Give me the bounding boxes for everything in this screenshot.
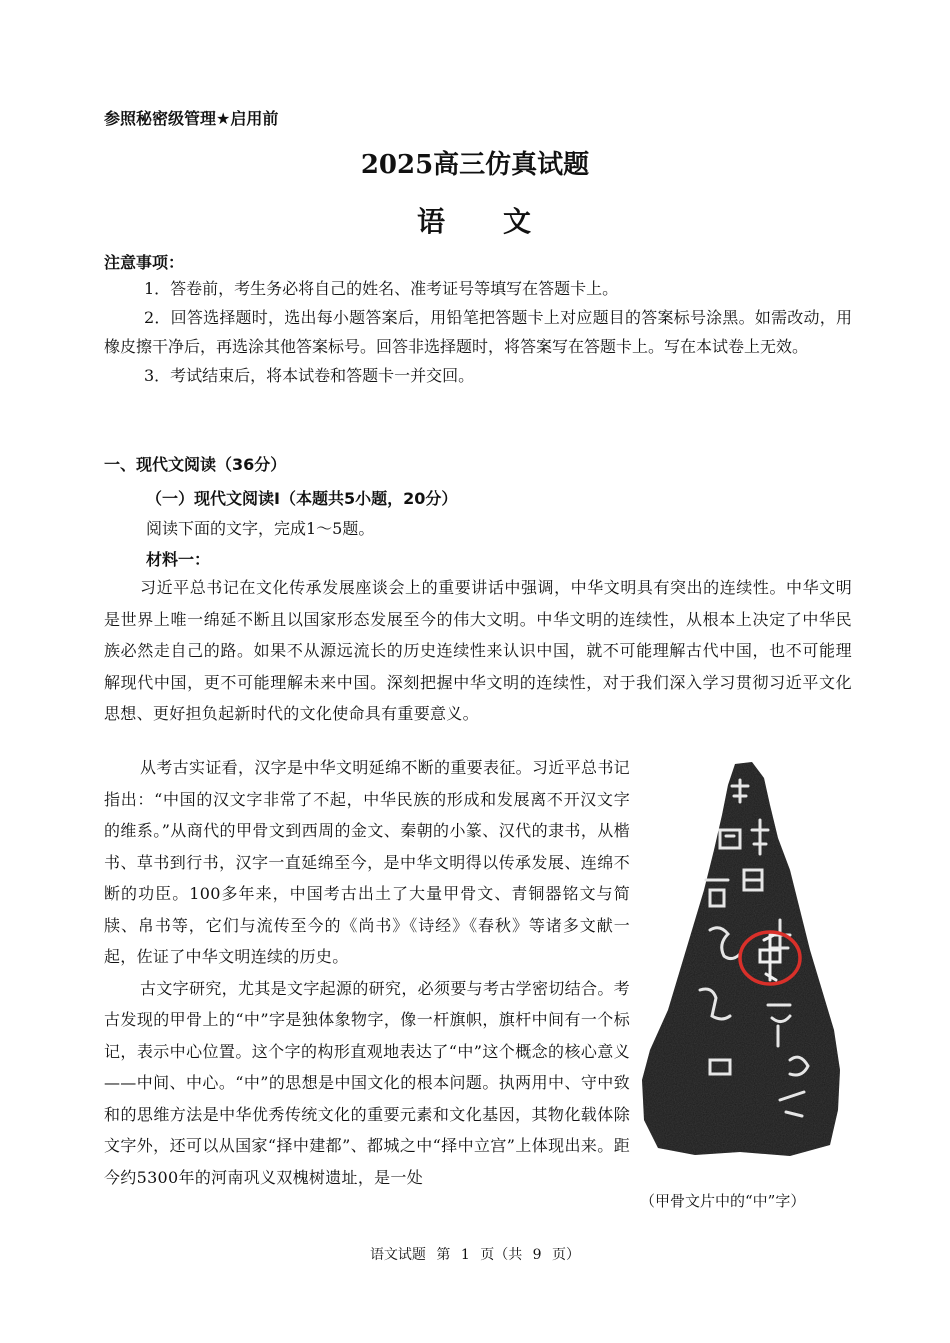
reading-instruction: 阅读下面的文字，完成1～5题。	[146, 519, 375, 538]
material-label: 材料一：	[146, 550, 211, 569]
paragraph-2: 从考古实证看，汉字是中华文明延绵不断的重要表征。习近平总书记指出：“中国的汉文字非常了不起，中华民族的形成和发展离不开汉文字的维系。”从商代的甲骨文到西周的金文、秦朝的小篆、汉代的隶书，从楷书、草书到行书，汉字一直延绵至今，是中华文明得以传承发展、连绵不断的功臣。100多年来，中国考古出土了大量甲骨文、青铜器铭文与简牍、帛书等，它们与流传至今的《尚书》《诗经》《春秋》等诸多文献一起，佐证了中华文明连续的历史。	[104, 758, 630, 966]
footer-page-number: 1	[460, 1247, 470, 1263]
oracle-bone-svg	[640, 760, 845, 1160]
footer-page-suffix: 页（共	[480, 1247, 523, 1263]
exam-title: 2025高三仿真试题	[360, 150, 590, 180]
subject-char-1: 语	[416, 205, 447, 238]
notice-item-3: 3．考试结束后，将本试卷和答题卡一并交回。	[144, 366, 475, 385]
footer-total-pages: 9	[532, 1247, 542, 1263]
secrecy-label: 参照秘密级管理★启用前	[104, 109, 279, 128]
notice-heading: 注意事项：	[104, 253, 185, 272]
notice-item-1: 1．答卷前，考生务必将自己的姓名、准考证号等填写在答题卡上。	[144, 279, 619, 298]
footer-page-prefix: 第	[436, 1247, 451, 1263]
notice-list	[104, 274, 852, 390]
figure-caption: （甲骨文片中的“中”字）	[640, 1192, 806, 1210]
subject-char-2: 文	[503, 205, 534, 238]
page-footer	[0, 1244, 950, 1264]
notice-item-2: 2．回答选择题时，选出每小题答案后，用铅笔把答题卡上对应题目的答案标号涂黑。如需改动，用橡皮擦干净后，再选涂其他答案标号。回答非选择题时，将答案写在答题卡上。写在本试卷上无效。	[104, 308, 852, 356]
paragraph-3: 古文字研究，尤其是文字起源的研究，必须要与考古学密切结合。考古发现的甲骨上的“中”字是独体象物字，像一杆旗帜，旗杆中间有一个标记，表示中心位置。这个字的构形直观地表达了“中”这个概念的核心意义——中间、中心。“中”的思想是中国文化的根本问题。执两用中、守中致和的思维方法是中华优秀传统文化的重要元素和文化基因，其物化载体除文字外，还可以从国家“择中建都”、都城之中“择中立宫”上体现出来。距今约5300年的河南巩义双槐树遗址，是一处	[104, 978, 630, 1187]
subject-title	[0, 200, 950, 240]
footer-total-suffix: 页）	[552, 1247, 581, 1263]
footer-subject: 语文试题	[369, 1247, 426, 1263]
oracle-bone-image	[640, 760, 845, 1160]
paragraph-1: 习近平总书记在文化传承发展座谈会上的重要讲话中强调，中华文明具有突出的连续性。中华文明是世界上唯一绵延不断且以国家形态发展至今的伟大文明。中华文明的连续性，从根本上决定了中华民族必然走自己的路。如果不从源远流长的历史连续性来认识中国，就不可能理解古代中国，也不可能理解现代中国，更不可能理解未来中国。深刻把握中华文明的连续性，对于我们深入学习贯彻习近平文化思想、更好担负起新时代的文化使命具有重要意义。	[104, 578, 852, 723]
material-body-full	[104, 572, 852, 730]
section-title: 一、现代文阅读（36分）	[104, 455, 287, 474]
section-subtitle: （一）现代文阅读Ⅰ（本题共5小题，20分）	[146, 489, 458, 508]
material-body-narrow	[104, 752, 630, 1193]
